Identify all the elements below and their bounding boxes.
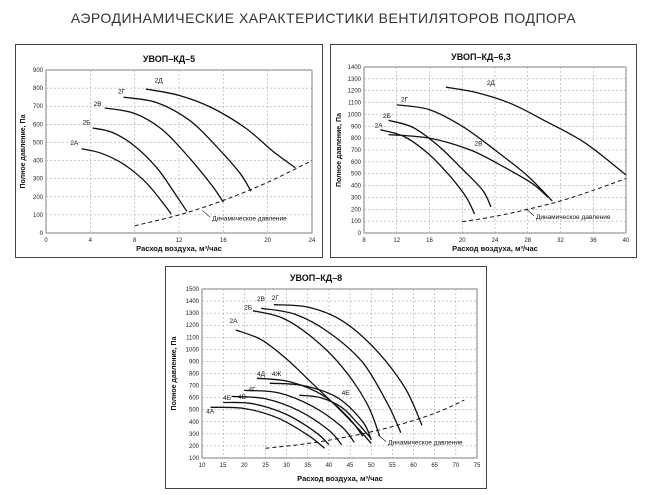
y-tick-label: 200 <box>350 207 361 214</box>
x-tick-label: 40 <box>622 238 630 244</box>
x-tick-label: 65 <box>431 463 439 469</box>
chart-panel-uvop-kd-8 <box>165 266 487 489</box>
x-tick-label: 4 <box>88 238 93 244</box>
x-tick-label: 16 <box>426 238 433 244</box>
y-tick-label: 300 <box>350 195 361 202</box>
y-tick-label: 400 <box>188 419 199 426</box>
y-tick-label: 800 <box>32 86 43 93</box>
y-tick-label: 1100 <box>186 335 199 342</box>
curve-label: Динамическое давление <box>212 215 287 223</box>
y-axis-label: Полное давление, Па <box>336 113 343 187</box>
chart-panel-uvop-kd-5 <box>15 44 323 258</box>
curve-label: 2А <box>70 140 79 148</box>
y-tick-label: 1300 <box>185 311 199 318</box>
curve-label: 2Г <box>118 88 126 96</box>
curve-label: 2Д <box>486 79 495 87</box>
x-tick-label: 32 <box>557 238 564 244</box>
x-tick-label: 0 <box>44 238 48 244</box>
curve-label: Динамическое давление <box>388 439 463 447</box>
curve-label: 4В <box>237 393 246 401</box>
chart-uvop-kd-6-3 <box>331 45 636 257</box>
y-tick-label: 500 <box>188 407 199 414</box>
curve-label: 2В <box>93 101 102 109</box>
curve-label: 2Г <box>271 294 279 302</box>
curve-label: 4Е <box>341 390 350 398</box>
x-tick-label: 10 <box>198 463 206 469</box>
x-axis-label: Расход воздуха, м³/час <box>136 244 222 253</box>
x-tick-label: 50 <box>367 463 375 469</box>
y-axis-label: Полное давление, Па <box>20 114 27 189</box>
chart-uvop-kd-8 <box>166 267 486 488</box>
y-tick-label: 1200 <box>185 323 199 330</box>
y-tick-label: 1200 <box>347 88 361 95</box>
y-tick-label: 900 <box>350 124 361 131</box>
x-tick-label: 55 <box>389 463 396 469</box>
y-tick-label: 0 <box>357 231 361 237</box>
y-tick-label: 200 <box>188 443 199 450</box>
curve-label: 2Б <box>82 119 91 127</box>
x-tick-label: 70 <box>452 463 460 469</box>
chart-uvop-kd-5 <box>16 45 322 257</box>
x-tick-label: 20 <box>240 463 248 469</box>
x-tick-label: 15 <box>219 463 227 469</box>
x-axis-label: Расход воздуха, м³/час <box>297 474 383 483</box>
x-tick-label: 25 <box>262 463 269 469</box>
x-tick-label: 16 <box>219 238 227 244</box>
y-tick-label: 1000 <box>185 347 199 354</box>
x-tick-label: 12 <box>393 238 401 244</box>
y-tick-label: 1100 <box>348 100 361 107</box>
x-tick-label: 24 <box>491 238 499 244</box>
x-tick-label: 36 <box>589 238 597 244</box>
curve-label: 2В <box>474 140 483 148</box>
y-tick-label: 400 <box>32 158 43 165</box>
y-tick-label: 900 <box>32 68 43 74</box>
y-tick-label: 600 <box>350 159 361 166</box>
x-axis-label: Расход воздуха, м³/час <box>452 244 538 253</box>
y-tick-label: 800 <box>350 136 361 143</box>
y-tick-label: 100 <box>188 456 199 462</box>
curve-label: 2А <box>374 122 383 130</box>
curve-label: 4Б <box>223 395 232 403</box>
chart-title: УВОП–КД–5 <box>142 54 196 64</box>
x-tick-label: 35 <box>304 463 312 469</box>
y-tick-label: 500 <box>350 171 361 178</box>
y-tick-label: 100 <box>350 219 361 226</box>
y-tick-label: 1000 <box>347 112 361 119</box>
x-tick-label: 45 <box>346 463 354 469</box>
x-tick-label: 8 <box>132 238 137 244</box>
y-tick-label: 700 <box>350 148 361 154</box>
curve-label: 2Б <box>382 112 391 120</box>
y-tick-label: 1300 <box>347 76 361 83</box>
y-tick-label: 1500 <box>185 287 199 293</box>
x-tick-label: 60 <box>410 463 417 469</box>
x-tick-label: 40 <box>325 463 333 469</box>
curve-label: 2Д <box>154 77 163 85</box>
y-axis-label: Полное давление, Па <box>171 336 178 411</box>
y-tick-label: 300 <box>32 176 43 183</box>
chart-panel-uvop-kd-6-3 <box>330 44 637 258</box>
page-title: АЭРОДИНАМИЧЕСКИЕ ХАРАКТЕРИСТИКИ ВЕНТИЛЯТОРОВ ПОДПОРА <box>70 10 577 26</box>
curve-label: Динамическое давление <box>535 213 611 221</box>
y-tick-label: 400 <box>350 183 361 190</box>
x-tick-label: 20 <box>458 238 466 244</box>
curve-label: 4Г <box>248 386 256 394</box>
curve-label: 4Д <box>257 370 266 378</box>
curve-label: 2А <box>229 317 238 325</box>
y-tick-label: 900 <box>188 359 199 366</box>
y-tick-label: 1400 <box>347 65 361 71</box>
y-tick-label: 100 <box>32 212 43 219</box>
y-tick-label: 300 <box>188 431 199 438</box>
y-tick-label: 600 <box>188 395 199 402</box>
x-tick-label: 75 <box>473 463 481 469</box>
curve-label: 2Б <box>244 304 253 312</box>
y-tick-label: 800 <box>188 371 199 378</box>
curve-label: 4Ж <box>271 370 282 378</box>
chart-title: УВОП–КД–6,3 <box>451 52 511 62</box>
y-tick-label: 1400 <box>185 299 199 306</box>
y-tick-label: 0 <box>39 231 43 237</box>
x-tick-label: 24 <box>308 238 316 244</box>
y-tick-label: 500 <box>32 140 43 147</box>
y-tick-label: 700 <box>32 104 43 111</box>
curve-label: 4А <box>206 408 215 416</box>
x-tick-label: 20 <box>264 238 272 244</box>
curve-label: 2В <box>257 296 265 304</box>
x-tick-label: 8 <box>362 238 366 244</box>
y-tick-label: 200 <box>32 194 43 201</box>
x-tick-label: 30 <box>283 463 290 469</box>
y-tick-label: 700 <box>188 383 199 390</box>
chart-title: УВОП–КД–8 <box>289 273 343 283</box>
x-tick-label: 12 <box>175 238 183 244</box>
curve-label: 2Г <box>400 96 408 104</box>
x-tick-label: 28 <box>524 238 532 244</box>
y-tick-label: 600 <box>32 122 43 129</box>
